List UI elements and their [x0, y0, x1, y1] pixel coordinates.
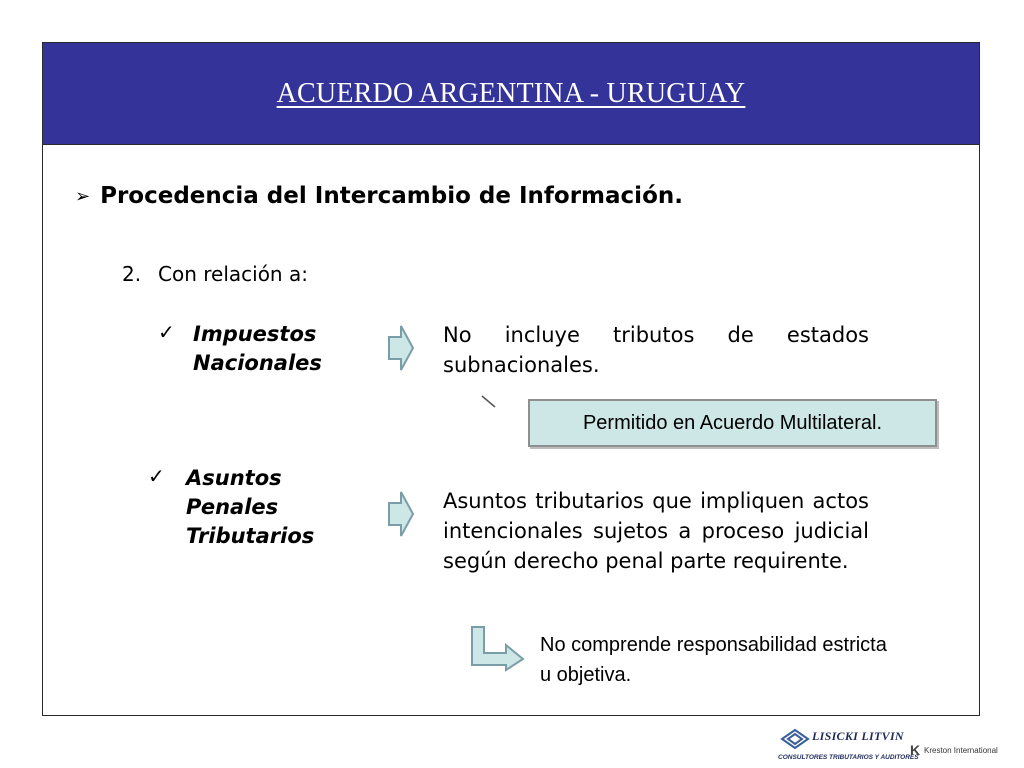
label-line: Impuestos: [193, 322, 317, 346]
kreston-name: Kreston International: [924, 746, 998, 755]
slide-title: ACUERDO ARGENTINA - URUGUAY: [276, 77, 746, 109]
checkmark-icon: ✓: [148, 464, 165, 488]
connector-line-icon: [480, 394, 498, 410]
note-responsabilidad: No comprende responsabilidad estricta u objetiva.: [540, 634, 887, 686]
lisicki-logo-icon: [780, 728, 810, 750]
numbered-item: [122, 262, 308, 286]
label-line: Nacionales: [193, 351, 322, 375]
bent-arrow-icon: [468, 624, 526, 672]
logo-name: LISICKI LITVIN: [812, 729, 904, 743]
item-label-asuntos: [186, 464, 314, 551]
note-text: Permitido en Acuerdo Multilateral.: [582, 411, 883, 434]
label-line: Asuntos: [186, 466, 282, 490]
label-line: Penales: [186, 495, 279, 519]
logo-subtitle: CONSULTORES TRIBUTARIOS Y AUDITORES: [778, 754, 919, 761]
arrow-bullet-icon: ➢: [75, 185, 91, 207]
title-bar: [42, 42, 980, 145]
right-arrow-icon: [386, 323, 416, 373]
kreston-mark-icon: K: [910, 742, 921, 758]
description-impuestos: No incluye tributos de estados subnacionales.: [443, 323, 869, 377]
right-arrow-icon: [386, 489, 416, 539]
label-line: Tributarios: [186, 524, 315, 548]
item-number: 2.: [122, 262, 142, 286]
description-asuntos: Asuntos tributarios que impliquen actos intencionales sujetos a proceso judicial según derecho penal parte requirente.: [443, 489, 869, 573]
section-bullet: [75, 183, 683, 209]
section-heading: Procedencia del Intercambio de Información.: [100, 183, 683, 209]
note-multilateral: [528, 399, 937, 447]
item-label-impuestos: [193, 320, 322, 378]
item-text: Con relación a:: [158, 262, 308, 286]
checkmark-icon: ✓: [158, 320, 175, 344]
company-logo: [772, 724, 1024, 768]
